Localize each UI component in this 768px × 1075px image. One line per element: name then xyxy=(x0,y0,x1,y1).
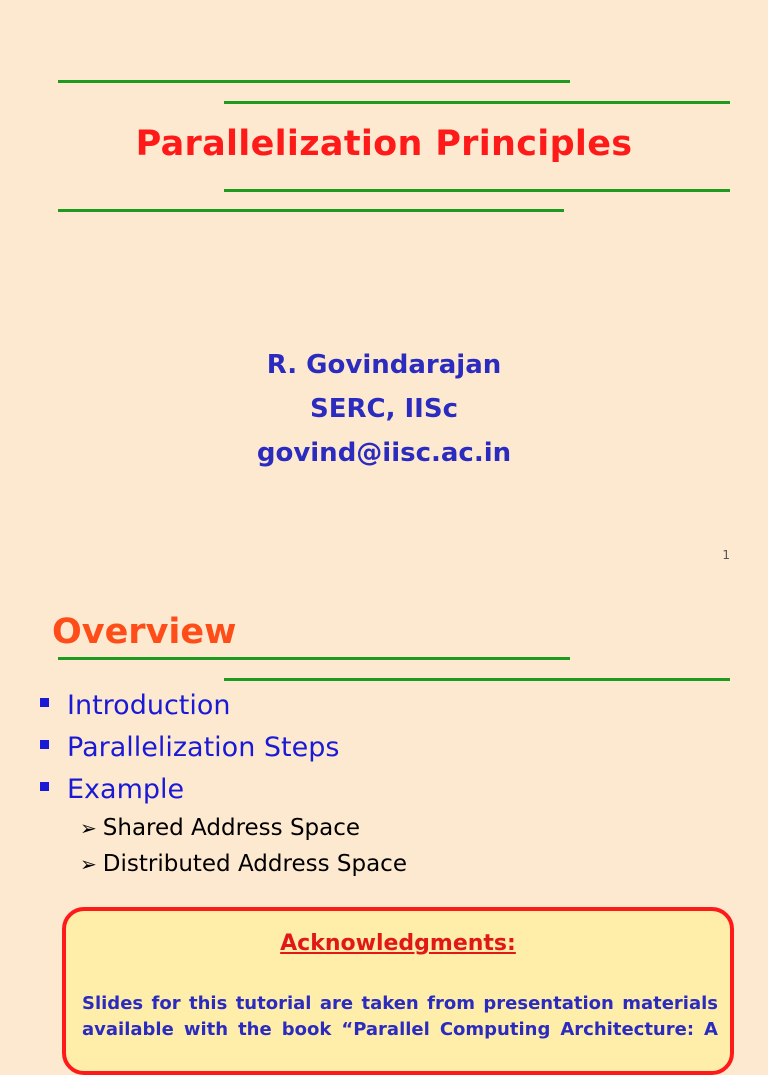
arrow-bullet-icon: ➢ xyxy=(80,852,97,876)
decorative-rule xyxy=(58,80,570,83)
acknowledgment-body: Slides for this tutorial are taken from presentation materials available with the book “Parallel Computing Architecture: A xyxy=(82,993,718,1040)
list-item: Introduction xyxy=(40,684,407,726)
slide-title: Parallelization Principles xyxy=(135,124,633,164)
overview-slide xyxy=(0,576,768,1040)
author-email: govind@iisc.ac.in xyxy=(256,438,512,468)
square-bullet-icon xyxy=(40,740,49,749)
author-name: R. Govindarajan xyxy=(266,350,502,380)
list-item: Example xyxy=(40,768,407,810)
decorative-rule xyxy=(224,678,730,681)
decorative-rule xyxy=(224,101,730,104)
bullet-list xyxy=(40,684,407,882)
author-affiliation: SERC, IISc xyxy=(309,394,458,424)
sub-list-item: ➢ Shared Address Space xyxy=(80,815,361,841)
author-block xyxy=(0,343,768,475)
arrow-bullet-icon: ➢ xyxy=(80,816,97,840)
acknowledgment-box xyxy=(62,907,734,1075)
decorative-rule xyxy=(224,189,730,192)
decorative-rule xyxy=(58,209,564,212)
overview-title: Overview xyxy=(52,612,237,652)
list-item: Parallelization Steps xyxy=(40,726,407,768)
square-bullet-icon xyxy=(40,698,49,707)
decorative-rule xyxy=(58,657,570,660)
acknowledgment-title: Acknowledgments: xyxy=(280,931,516,956)
page-number: 1 xyxy=(722,548,730,562)
sub-list-item: ➢ Distributed Address Space xyxy=(80,851,407,877)
square-bullet-icon xyxy=(40,782,49,791)
